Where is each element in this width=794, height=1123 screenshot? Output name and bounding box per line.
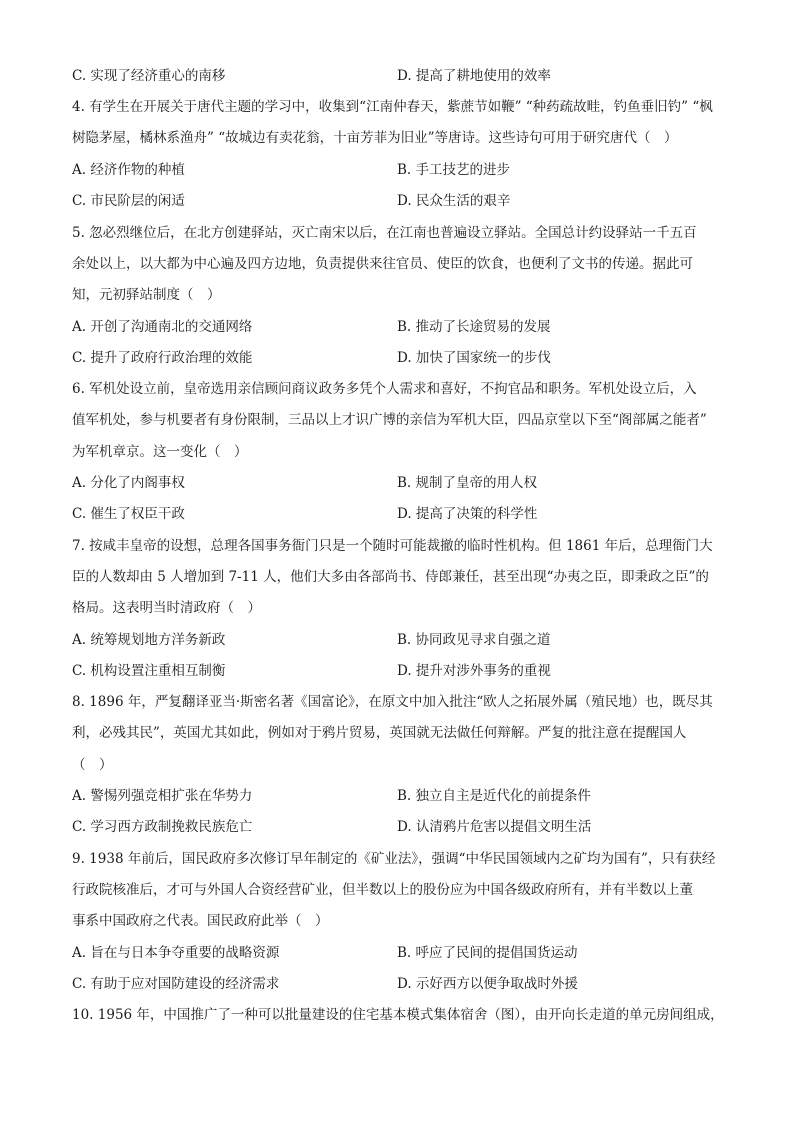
- q4-option-b: B. 手工技艺的进步: [397, 162, 511, 178]
- q8-stem-line: （ ）: [72, 757, 113, 773]
- q5-option-d: D. 加快了国家统一的步伐: [397, 350, 551, 366]
- q6-stem-line: 6. 军机处设立前，皇帝选用亲信顾问商议政务多凭个人需求和喜好，不拘官品和职务。军机处设立后，入: [72, 381, 697, 397]
- q5-stem-line: 余处以上，以大都为中心遍及四方边地，负责提供来往官员、使臣的饮食，也便利了文书的传递。据此可: [72, 256, 693, 272]
- q4-stem-line: 树隐茅屋，橘林系渔舟” “故城边有卖花翁，十亩芳菲为旧业”等唐诗。这些诗句可用于研究唐代（ ）: [72, 130, 678, 146]
- q8-option-b: B. 独立自主是近代化的前提条件: [397, 788, 592, 804]
- q7-stem-line: 格局。这表明当时清政府（ ）: [72, 600, 261, 616]
- q9-option-c: C. 有助于应对国防建设的经济需求: [72, 976, 280, 992]
- q7-option-a: A. 统筹规划地方洋务新政: [72, 632, 226, 648]
- q6-option-c: C. 催生了权臣干政: [72, 506, 185, 522]
- q8-option-d: D. 认清鸦片危害以提倡文明生活: [397, 819, 592, 835]
- q5-stem-line: 5. 忽必烈继位后，在北方创建驿站，灭亡南宋以后，在江南也普遍设立驿站。全国总计约设驿站一千五百: [72, 225, 697, 241]
- q8-option-c: C. 学习西方政制挽救民族危亡: [72, 819, 253, 835]
- q8-option-a: A. 警惕列强竞相扩张在华势力: [72, 788, 253, 804]
- q5-option-a: A. 开创了沟通南北的交通网络: [72, 319, 253, 335]
- q6-stem-line: 值军机处，参与机要者有身份限制，三品以上才识广博的亲信为军机大臣，四品京堂以下至“阁部属之能者”: [72, 412, 707, 428]
- q9-stem-line: 事系中国政府之代表。国民政府此举（ ）: [72, 913, 329, 929]
- q4-option-a: A. 经济作物的种植: [72, 162, 185, 178]
- q8-stem-line: 8. 1896 年，严复翻译亚当·斯密名著《国富论》，在原文中加入批注“欧人之拓展外属（殖民地）也，既尽其: [72, 694, 713, 710]
- q6-option-b: B. 规制了皇帝的用人权: [397, 475, 538, 491]
- q7-option-b: B. 协同政见寻求自强之道: [397, 632, 551, 648]
- q9-option-b: B. 呼应了民间的提倡国货运动: [397, 945, 578, 961]
- q9-option-a: A. 旨在与日本争夺重要的战略资源: [72, 945, 280, 961]
- q4-option-c: C. 市民阶层的闲适: [72, 193, 185, 209]
- q4-option-d: D. 民众生活的艰辛: [397, 193, 511, 209]
- q8-stem-line: 利，必残其民”，英国尤其如此，例如对于鸦片贸易，英国就无法做任何辩解。严复的批注意在提醒国人: [72, 725, 687, 741]
- q6-option-d: D. 提高了决策的科学性: [397, 506, 538, 522]
- q5-option-b: B. 推动了长途贸易的发展: [397, 319, 551, 335]
- q3-option-c: C. 实现了经济重心的南移: [72, 68, 226, 84]
- q6-option-a: A. 分化了内阁事权: [72, 475, 185, 491]
- q5-option-c: C. 提升了政府行政治理的效能: [72, 350, 253, 366]
- q4-stem-line: 4. 有学生在开展关于唐代主题的学习中，收集到“江南仲春天，紫蔗节如鞭” “种药疏故畦，钓鱼垂旧钓” “枫: [72, 99, 713, 115]
- q9-option-d: D. 示好西方以便争取战时外援: [397, 976, 578, 992]
- q10-stem-line: 10. 1956 年，中国推广了一种可以批量建设的住宅基本模式集体宿舍（图），由开向长走道的单元房间组成，: [72, 1007, 724, 1023]
- q9-stem-line: 行政院核准后，才可与外国人合资经营矿业，但半数以上的股份应为中国各级政府所有，并有半数以上董: [72, 882, 693, 898]
- q7-stem-line: 臣的人数却由 5 人增加到 7-11 人，他们大多由各部尚书、侍郎兼任，甚至出现“办夷之臣，即秉政之臣”的: [72, 569, 709, 585]
- q3-option-d: D. 提高了耕地使用的效率: [397, 68, 551, 84]
- q7-stem-line: 7. 按咸丰皇帝的设想，总理各国事务衙门只是一个随时可能裁撤的临时性机构。但 1861 年后，总理衙门大: [72, 538, 713, 554]
- q5-stem-line: 知，元初驿站制度（ ）: [72, 287, 221, 303]
- q6-stem-line: 为军机章京。这一变化（ ）: [72, 444, 248, 460]
- q9-stem-line: 9. 1938 年前后，国民政府多次修订早年制定的《矿业法》，强调“中华民国领域内之矿均为国有”，只有获经: [72, 851, 716, 867]
- q7-option-c: C. 机构设置注重相互制衡: [72, 663, 226, 679]
- q7-option-d: D. 提升对涉外事务的重视: [397, 663, 551, 679]
